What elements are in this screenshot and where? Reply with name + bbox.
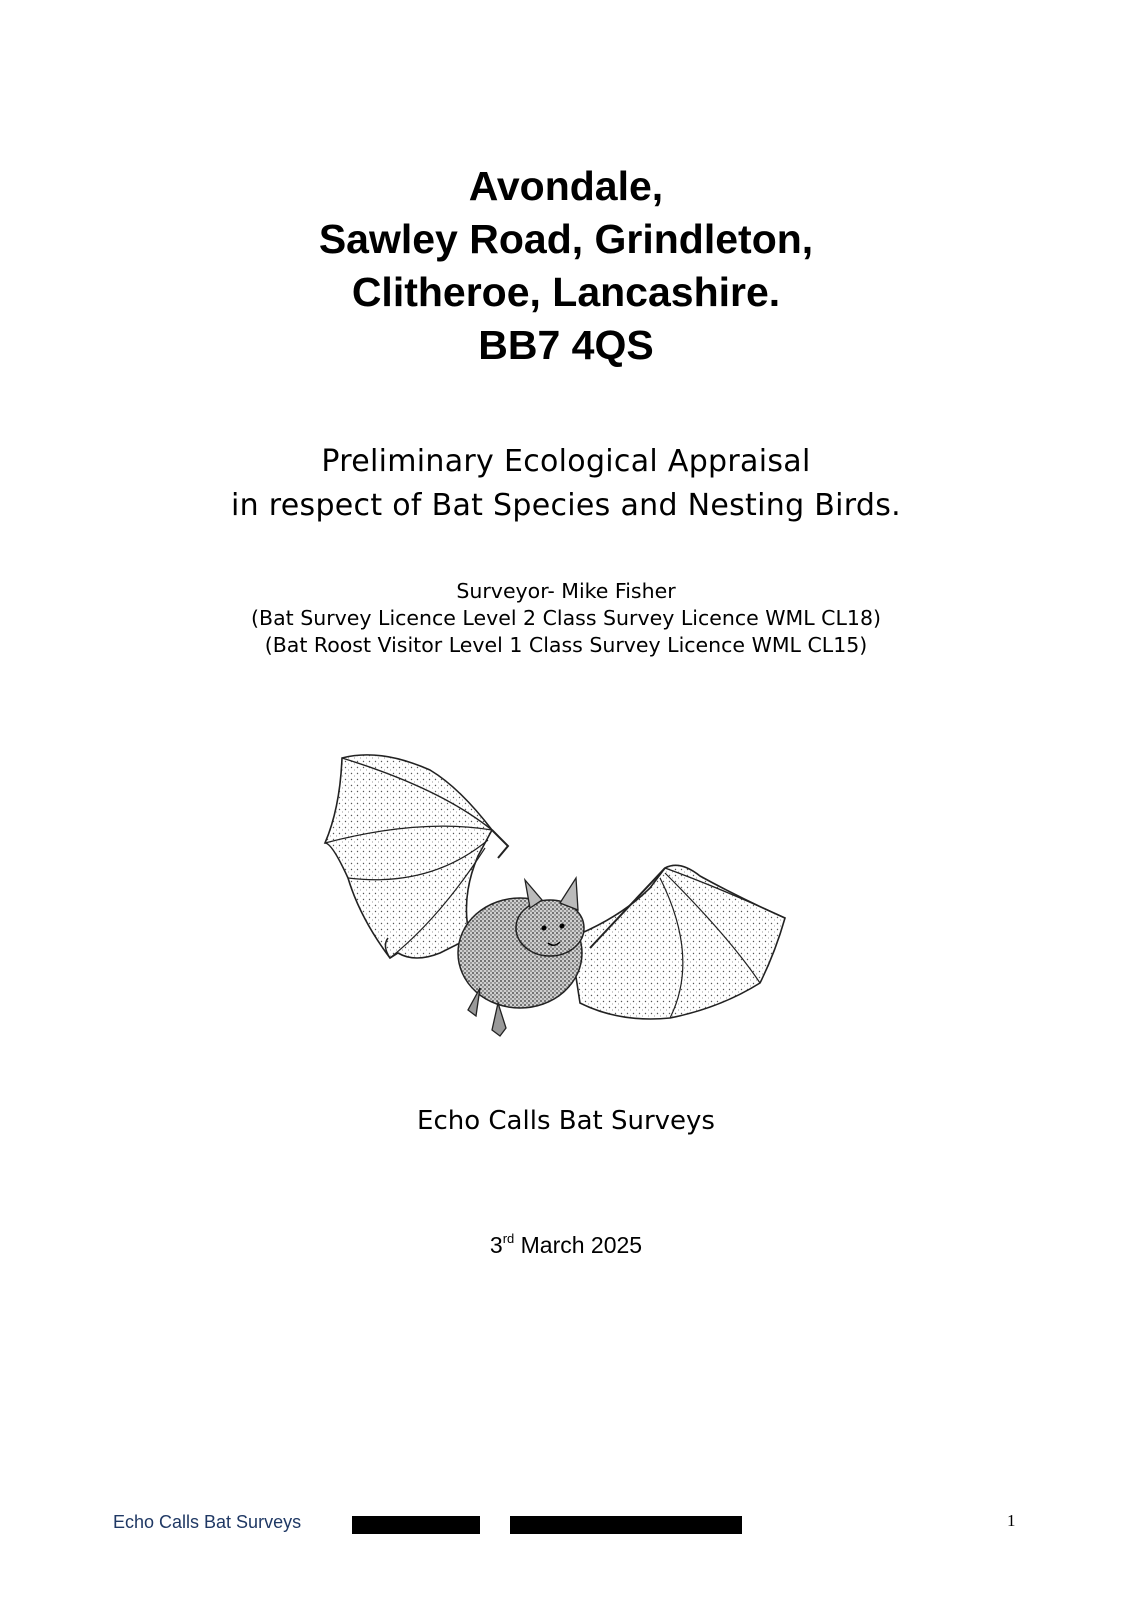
page-number: 1 xyxy=(1007,1511,1016,1530)
surveyor-name: Surveyor- Mike Fisher xyxy=(456,579,676,603)
redaction-bar-2 xyxy=(510,1516,742,1534)
title-line-2: Sawley Road, Grindleton, xyxy=(318,216,814,262)
site-address-title xyxy=(0,160,1132,372)
date-rest: March 2025 xyxy=(514,1232,643,1258)
report-date xyxy=(0,1224,1132,1260)
redaction-bar-1 xyxy=(352,1516,480,1534)
licence-line-2: (Bat Roost Visitor Level 1 Class Survey Licence WML CL15) xyxy=(264,633,868,657)
date-ordinal: rd xyxy=(502,1231,515,1246)
licence-line-1: (Bat Survey Licence Level 2 Class Survey Licence WML CL18) xyxy=(251,606,881,630)
subtitle-line-1: Preliminary Ecological Appraisal xyxy=(321,444,811,479)
bat-illustration-icon xyxy=(320,748,812,1048)
title-line-1: Avondale, xyxy=(468,163,664,209)
subtitle-line-2: in respect of Bat Species and Nesting Birds. xyxy=(231,488,901,523)
footer-company: Echo Calls Bat Surveys xyxy=(113,1512,302,1532)
company-name: Echo Calls Bat Surveys xyxy=(417,1106,715,1136)
date-day: 3 xyxy=(489,1232,503,1258)
title-line-4: BB7 4QS xyxy=(478,322,654,368)
report-subtitle xyxy=(0,440,1132,528)
title-line-3: Clitheroe, Lancashire. xyxy=(351,269,781,315)
surveyor-block xyxy=(0,578,1132,659)
